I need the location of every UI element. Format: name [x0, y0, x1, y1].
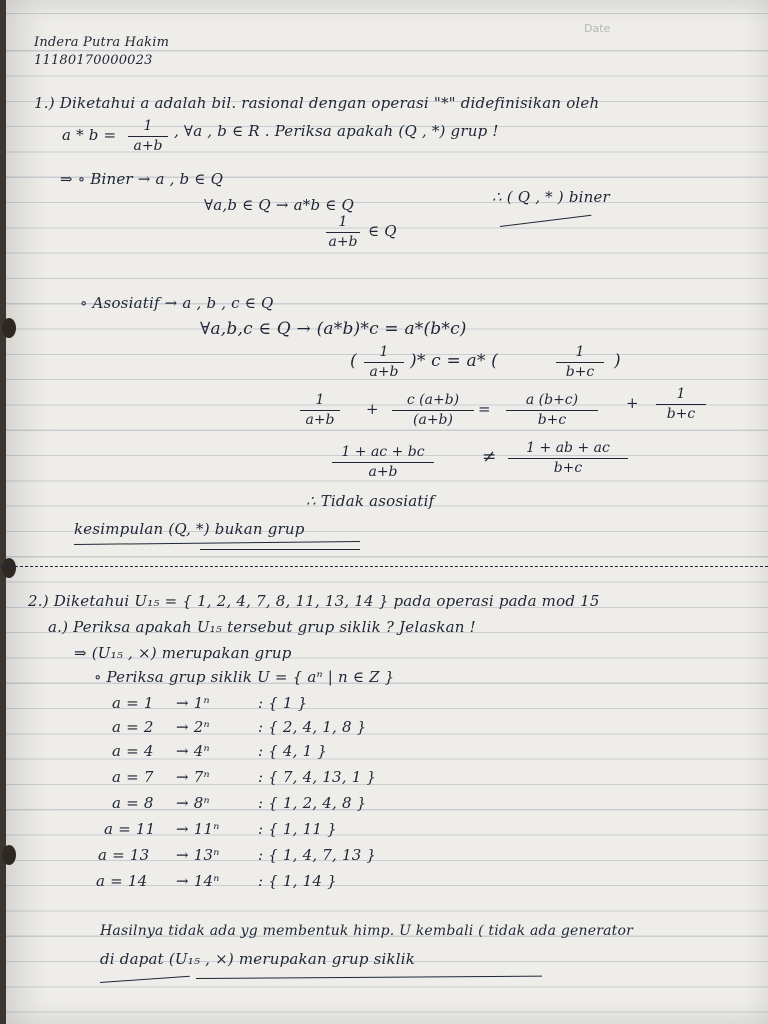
fraction [656, 386, 706, 423]
paren-close: ) [614, 351, 621, 371]
fraction-denominator: a+b [305, 412, 335, 428]
row-a: a = 4 [112, 742, 154, 760]
biner-conclusion: ∴ ( Q , * ) biner [492, 188, 610, 206]
row-power: → 7ⁿ [176, 768, 210, 786]
equals-sign: = [478, 400, 491, 418]
fraction [128, 118, 168, 155]
row-a: a = 11 [104, 820, 156, 838]
fraction-numerator: 1 [379, 344, 389, 360]
row-a: a = 13 [98, 846, 150, 864]
row-set: : { 4, 1 } [258, 742, 328, 760]
plus-sign: + [366, 400, 379, 418]
student-id: 11180170000023 [34, 53, 153, 68]
date-label: Date [584, 22, 611, 35]
fraction [332, 444, 434, 481]
fraction-denominator: b+c [537, 412, 567, 428]
underline-stroke [200, 549, 360, 550]
fraction-denominator: a+b [133, 138, 163, 154]
row-power: → 4ⁿ [176, 742, 210, 760]
row-power: → 13ⁿ [176, 846, 220, 864]
biner-heading: ⇒ ∘ Biner → a , b ∈ Q [60, 170, 224, 188]
fraction-denominator: b+c [553, 460, 583, 476]
paren-open: ( [350, 351, 357, 371]
student-name: Indera Putra Hakim [34, 35, 170, 50]
result-line2: di dapat (U₁₅ , ×) merupakan grup siklik [100, 950, 416, 968]
q2-prompt: 2.) Diketahui U₁₅ = { 1, 2, 4, 7, 8, 11, 13, 14 } pada operasi pada mod 15 [28, 592, 600, 610]
row-a: a = 7 [112, 768, 154, 786]
row-a: a = 2 [112, 718, 154, 736]
row-set: : { 1, 2, 4, 8 } [258, 794, 367, 812]
not-associative-text: ∴ Tidak asosiatif [306, 492, 435, 510]
fraction [300, 392, 340, 429]
fraction-numerator: 1 [676, 386, 686, 402]
fraction-numerator: 1 [143, 118, 153, 134]
fraction [508, 440, 628, 477]
notebook-page [6, 0, 768, 1024]
row-power: → 2ⁿ [176, 718, 210, 736]
fraction-numerator: 1 + ac + bc [341, 444, 425, 460]
row-power: → 1ⁿ [176, 694, 210, 712]
row-a: a = 1 [112, 694, 154, 712]
binder-hole [2, 318, 16, 338]
binder-hole [2, 558, 16, 578]
fraction-numerator: 1 [315, 392, 325, 408]
row-set: : { 1, 4, 7, 13 } [258, 846, 377, 864]
row-power: → 8ⁿ [176, 794, 210, 812]
row-set: : { 7, 4, 13, 1 } [258, 768, 377, 786]
row-set: : { 2, 4, 1, 8 } [258, 718, 367, 736]
assoc-line3-mid: )* c = a* ( [410, 351, 498, 371]
fraction-denominator: b+c [565, 364, 595, 380]
row-power: → 11ⁿ [176, 820, 220, 838]
fraction [506, 392, 598, 429]
row-set: : { 1, 11 } [258, 820, 337, 838]
result-line1: Hasilnya tidak ada yg membentuk himp. U kembali ( tidak ada generator [100, 923, 634, 939]
fraction-numerator: 1 [575, 344, 585, 360]
row-a: a = 14 [96, 872, 148, 890]
section-divider [0, 566, 768, 567]
q1-ab-lhs: a * b = [62, 126, 117, 144]
fraction [392, 392, 474, 429]
row-power: → 14ⁿ [176, 872, 220, 890]
fraction-denominator: a+b [328, 234, 358, 250]
fraction-numerator: c (a+b) [406, 392, 460, 408]
fraction-denominator: a+b [368, 464, 398, 480]
assoc-line2: ∀a,b,c ∈ Q → (a*b)*c = a*(b*c) [200, 319, 467, 339]
biner-line2: ∀a,b ∈ Q → a*b ∈ Q [204, 196, 354, 214]
q2-intro: ⇒ (U₁₅ , ×) merupakan grup [74, 644, 292, 662]
q1-prompt-line1: 1.) Diketahui a adalah bil. rasional dengan operasi "*" didefinisikan oleh [34, 94, 600, 112]
binder-hole [2, 845, 16, 865]
fraction-numerator: 1 + ab + ac [526, 440, 610, 456]
q2-cyclic-check: ∘ Periksa grup siklik U = { aⁿ | n ∈ Z } [94, 668, 395, 686]
q2-part-a: a.) Periksa apakah U₁₅ tersebut grup siklik ? Jelaskan ! [48, 618, 476, 636]
fraction [556, 344, 604, 381]
fraction [364, 344, 404, 381]
plus-sign: + [626, 394, 639, 412]
fraction [326, 214, 360, 251]
fraction-numerator: 1 [338, 214, 348, 230]
assoc-heading: ∘ Asosiatif → a , b , c ∈ Q [80, 294, 274, 312]
fraction-denominator: b+c [666, 406, 696, 422]
row-set: : { 1 } [258, 694, 308, 712]
fraction-denominator: a+b [369, 364, 399, 380]
row-set: : { 1, 14 } [258, 872, 337, 890]
not-equal-sign: ≠ [482, 447, 497, 467]
q1-conclusion: kesimpulan (Q, *) bukan grup [74, 520, 305, 538]
fraction-numerator: a (b+c) [525, 392, 579, 408]
fraction-denominator: (a+b) [413, 412, 453, 428]
in-q-text: ∈ Q [368, 222, 397, 240]
q1-prompt-line2: , ∀a , b ∈ R . Periksa apakah (Q , *) grup ! [174, 122, 499, 140]
row-a: a = 8 [112, 794, 154, 812]
